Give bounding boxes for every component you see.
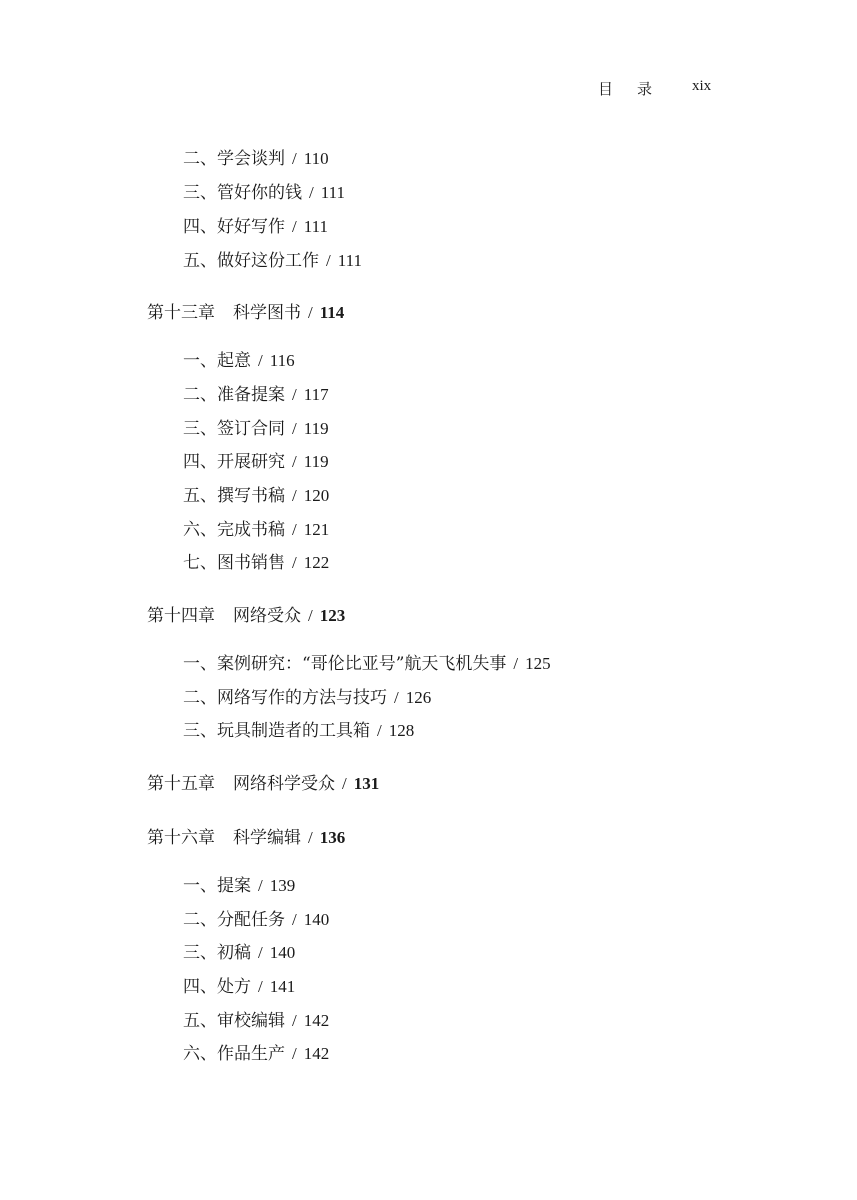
toc-separator: /	[513, 654, 519, 673]
toc-separator: /	[377, 721, 382, 740]
toc-separator: /	[292, 1011, 297, 1030]
toc-section-entry	[183, 485, 329, 507]
toc-section-entry	[183, 418, 329, 440]
toc-entry-title: 二、网络写作的方法与技巧	[183, 688, 387, 708]
toc-section-entry	[183, 942, 295, 964]
toc-chapter-entry	[147, 827, 345, 849]
toc-entry-title: 四、好好写作	[183, 217, 285, 237]
toc-section-entry	[183, 909, 329, 931]
toc-entry-title: 五、审校编辑	[183, 1011, 285, 1031]
toc-entry-title: 二、分配任务	[183, 910, 285, 930]
toc-entry-title: 科学编辑	[233, 828, 301, 848]
toc-entry-title: 三、管好你的钱	[183, 183, 302, 203]
toc-separator: /	[292, 486, 297, 505]
toc-chapter-label: 第十三章	[147, 303, 215, 323]
toc-page-number: 123	[319, 606, 346, 625]
toc-section-entry	[183, 875, 295, 897]
toc-chapter-label: 第十五章	[147, 774, 215, 794]
toc-separator: /	[258, 977, 263, 996]
toc-separator: /	[292, 217, 297, 236]
toc-separator: /	[292, 520, 297, 539]
toc-separator: /	[308, 303, 313, 322]
toc-separator: /	[292, 553, 297, 572]
toc-section-entry	[183, 976, 295, 998]
toc-page-number: 111	[303, 217, 328, 236]
toc-separator: /	[326, 251, 331, 270]
toc-chapter-entry	[147, 773, 379, 795]
toc-entry-title: 一、起意	[183, 351, 251, 371]
toc-separator: /	[309, 183, 314, 202]
toc-page-number: 120	[303, 486, 330, 505]
toc-page-number: 125	[525, 654, 551, 673]
toc-section-entry	[183, 384, 329, 406]
toc-page-number: 121	[303, 520, 330, 539]
toc-entry-title: 五、撰写书稿	[183, 486, 285, 506]
toc-entry-title: 七、图书销售	[183, 553, 285, 573]
toc-separator: /	[292, 149, 297, 168]
toc-page-number: 114	[319, 303, 345, 322]
toc-entry-title: 六、完成书稿	[183, 520, 285, 540]
toc-chapter-entry	[147, 302, 344, 324]
toc-page-number: 136	[319, 828, 346, 847]
toc-separator: /	[292, 452, 297, 471]
toc-entry-title: 一、提案	[183, 876, 251, 896]
toc-entry-title: 三、玩具制造者的工具箱	[183, 721, 370, 741]
toc-separator: /	[292, 385, 297, 404]
toc-page-number: 122	[303, 553, 330, 572]
toc-section-entry	[183, 1043, 329, 1065]
toc-section-entry	[183, 182, 345, 204]
toc-entry-title: 科学图书	[233, 303, 301, 323]
toc-entry-title: 四、处方	[183, 977, 251, 997]
toc-separator: /	[258, 943, 263, 962]
header-page-number: xix	[692, 78, 712, 94]
header-title: 目录	[598, 80, 677, 98]
toc-entry-title: 五、做好这份工作	[183, 251, 319, 271]
toc-page-number: 111	[320, 183, 345, 202]
toc-section-entry	[183, 720, 414, 742]
toc-page-number: 141	[269, 977, 296, 996]
toc-separator: /	[342, 774, 347, 793]
toc-entry-title: 六、作品生产	[183, 1044, 285, 1064]
toc-page-number: 119	[303, 452, 329, 471]
toc-entry-title: 三、签订合同	[183, 419, 285, 439]
toc-page-number: 128	[388, 721, 415, 740]
toc-page-number: 117	[303, 385, 329, 404]
toc-section-entry	[183, 519, 329, 541]
toc-separator: /	[308, 606, 313, 625]
toc-section-entry	[183, 653, 551, 675]
toc-separator: /	[258, 876, 263, 895]
toc-page-number: 140	[303, 910, 330, 929]
toc-chapter-label: 第十四章	[147, 606, 215, 626]
toc-page-number: 126	[405, 688, 432, 707]
toc-page-number: 111	[337, 251, 362, 270]
toc-section-entry	[183, 350, 295, 372]
toc-section-entry	[183, 250, 362, 272]
toc-page-number: 142	[303, 1011, 330, 1030]
toc-page-number: 110	[303, 149, 329, 168]
toc-separator: /	[292, 419, 297, 438]
toc-entry-title: 一、案例研究：“哥伦比亚号”航天飞机失事	[183, 654, 507, 674]
toc-section-entry	[183, 216, 328, 238]
toc-page-number: 116	[269, 351, 295, 370]
toc-section-entry	[183, 687, 431, 709]
toc-separator: /	[258, 351, 263, 370]
toc-separator: /	[292, 1044, 297, 1063]
toc-chapter-entry	[147, 605, 345, 627]
toc-entry-title: 二、准备提案	[183, 385, 285, 405]
toc-entry-title: 四、开展研究	[183, 452, 285, 472]
toc-entry-title: 网络受众	[233, 606, 301, 626]
toc-page-number: 140	[269, 943, 296, 962]
toc-separator: /	[394, 688, 399, 707]
toc-page-number: 139	[269, 876, 296, 895]
toc-section-entry	[183, 552, 329, 574]
toc-page-number: 142	[303, 1044, 330, 1063]
toc-separator: /	[292, 910, 297, 929]
toc-section-entry	[183, 148, 329, 170]
toc-page-number: 119	[303, 419, 329, 438]
toc-entry-title: 二、学会谈判	[183, 149, 285, 169]
toc-section-entry	[183, 1010, 329, 1032]
toc-section-entry	[183, 451, 329, 473]
toc-separator: /	[308, 828, 313, 847]
toc-chapter-label: 第十六章	[147, 828, 215, 848]
toc-entry-title: 三、初稿	[183, 943, 251, 963]
toc-page-number: 131	[353, 774, 380, 793]
toc-entry-title: 网络科学受众	[233, 774, 335, 794]
